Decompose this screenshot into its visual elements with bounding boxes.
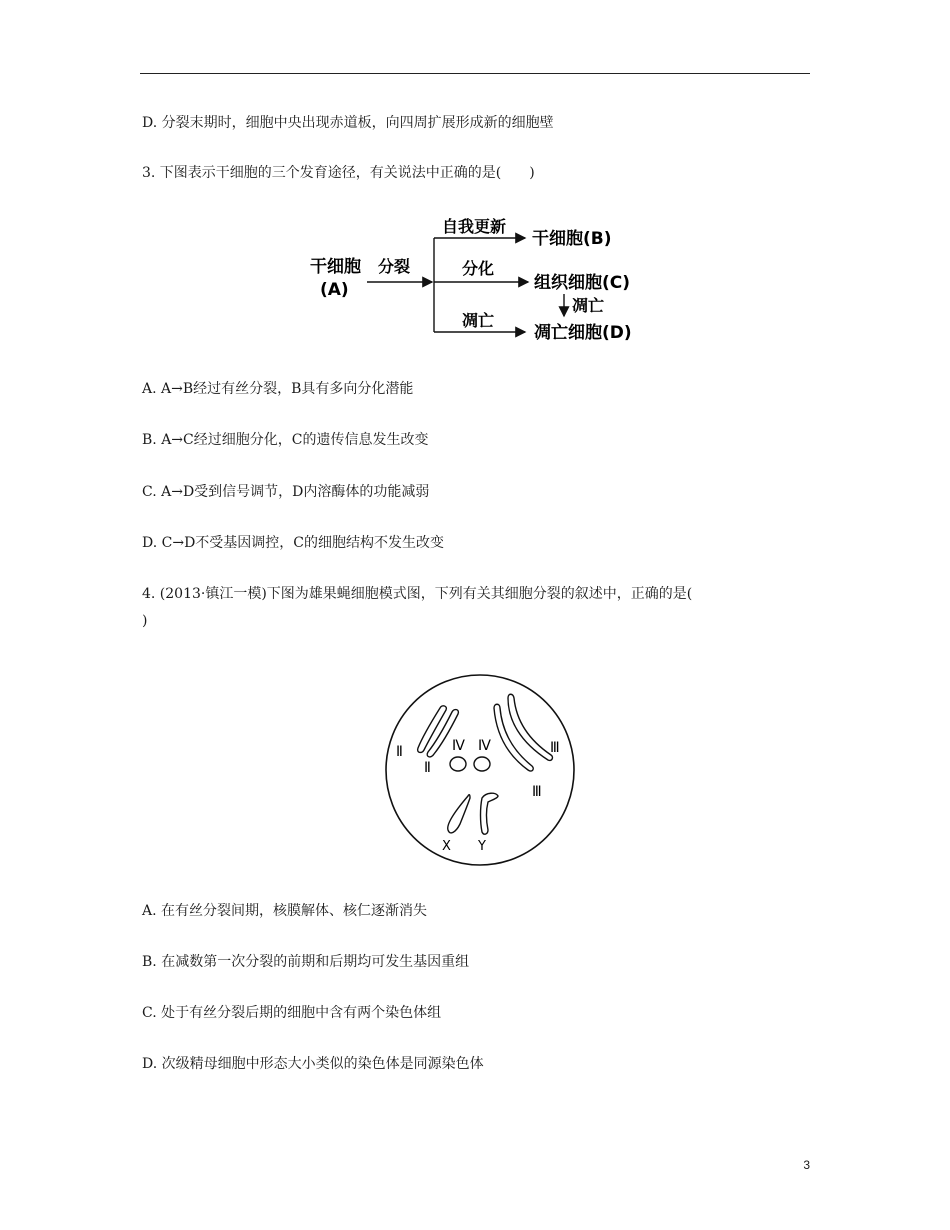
- label-iv-right: Ⅳ: [478, 738, 491, 754]
- target-d: 凋亡细胞(D): [534, 323, 632, 343]
- label-y: Y: [478, 839, 486, 854]
- differentiate-label: 分化: [462, 259, 495, 278]
- label-iv-left: Ⅳ: [452, 738, 465, 754]
- prev-question-option-d: D. 分裂末期时，细胞中央出现赤道板，向四周扩展形成新的细胞壁: [142, 115, 554, 131]
- q4-stem-line2: ): [142, 613, 148, 629]
- target-b: 干细胞(B): [532, 229, 612, 249]
- source-letter: (A): [320, 280, 349, 300]
- q3-option-a: A. A→B经过有丝分裂，B具有多向分化潜能: [142, 381, 414, 397]
- divide-label: 分裂: [378, 257, 411, 276]
- label-ii-mid: Ⅱ: [424, 760, 431, 776]
- c-to-d-label: 凋亡: [572, 296, 605, 315]
- q3-stem: 3. 下图表示干细胞的三个发育途径，有关说法中正确的是( ): [142, 165, 535, 181]
- self-renew-label: 自我更新: [442, 217, 507, 236]
- label-iii-low: Ⅲ: [532, 784, 542, 800]
- page-number: 3: [803, 1158, 810, 1172]
- header-rule: [140, 73, 810, 74]
- apoptosis-label: 凋亡: [462, 311, 495, 330]
- q4-option-a: A. 在有丝分裂间期，核膜解体、核仁逐渐消失: [142, 903, 428, 919]
- q3-option-c: C. A→D受到信号调节，D内溶酶体的功能减弱: [142, 484, 430, 500]
- chromosome-iv-left: [450, 757, 466, 771]
- q4-stem-line1: 4. (2013·镇江一模)下图为雄果蝇细胞模式图，下列有关其细胞分裂的叙述中，正确的是(: [142, 586, 693, 602]
- label-iii-right: Ⅲ: [550, 740, 560, 756]
- chromosome-iii-inner: [494, 704, 533, 771]
- stem-cell-pathway-diagram: [300, 212, 660, 352]
- q3-option-b: B. A→C经过细胞分化，C的遗传信息发生改变: [142, 432, 429, 448]
- source-label: 干细胞: [310, 257, 361, 277]
- chromosome-x: [448, 795, 470, 833]
- chromosome-iii-outer: [508, 694, 552, 760]
- cell-membrane: [386, 675, 574, 865]
- label-ii-left: Ⅱ: [396, 744, 403, 760]
- q4-option-b: B. 在减数第一次分裂的前期和后期均可发生基因重组: [142, 954, 470, 970]
- fruit-fly-cell-diagram: [382, 672, 578, 872]
- chromosome-iv-right: [474, 757, 490, 771]
- target-c: 组织细胞(C): [534, 273, 631, 293]
- q4-option-c: C. 处于有丝分裂后期的细胞中含有两个染色体组: [142, 1005, 442, 1021]
- label-x: X: [442, 839, 451, 854]
- q3-option-d: D. C→D不受基因调控，C的细胞结构不发生改变: [142, 535, 445, 551]
- chromosome-y: [481, 793, 499, 834]
- q4-option-d: D. 次级精母细胞中形态大小类似的染色体是同源染色体: [142, 1056, 484, 1072]
